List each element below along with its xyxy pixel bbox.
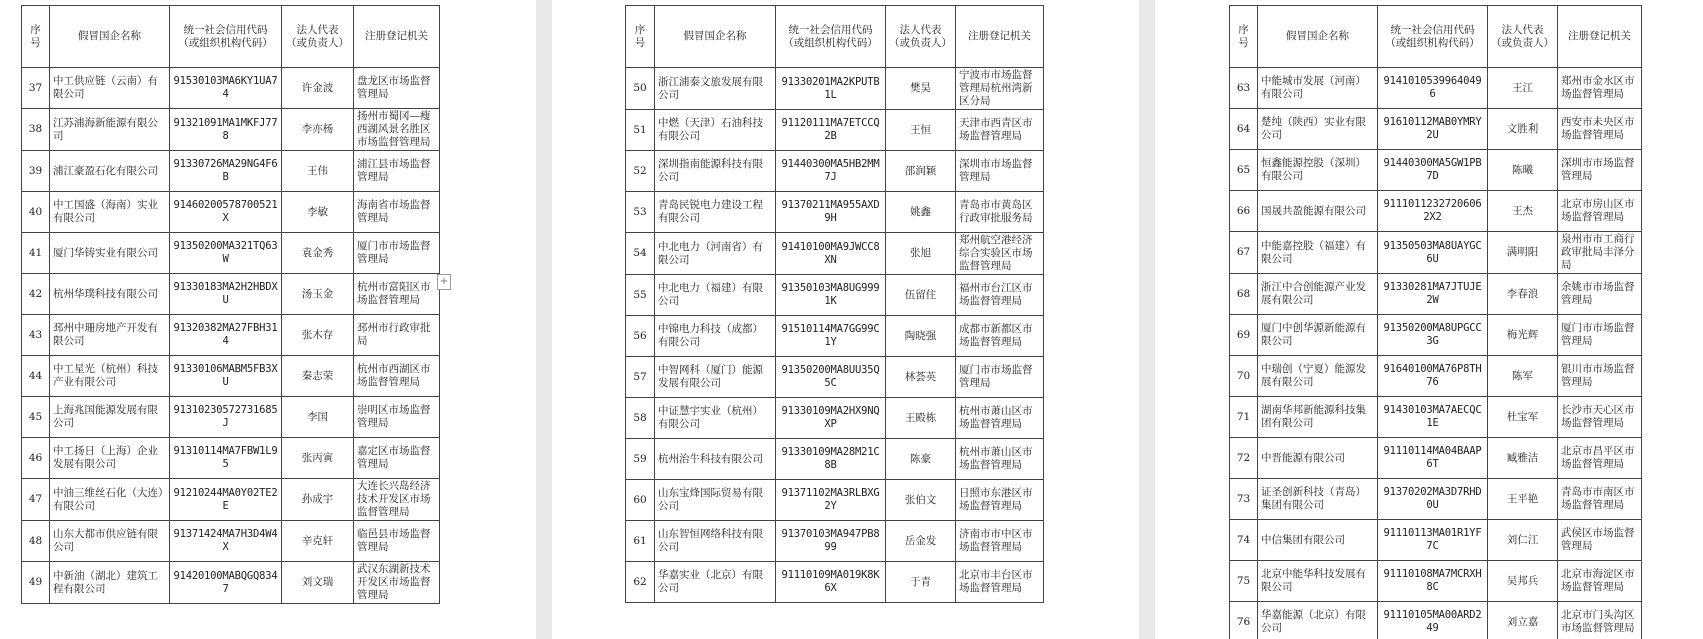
cell-credit-code: 91310114MA7FBW1L95	[170, 438, 282, 479]
cell-credit-code: 91110109MA019K8K6X	[776, 562, 886, 603]
cell-company: 华嘉实业（北京）有限公司	[655, 562, 776, 603]
table-row	[22, 397, 440, 438]
cell-company: 杭州治牛科技有限公司	[655, 439, 776, 480]
header-row	[22, 6, 440, 68]
cell-company: 山东智恒网络科技有限公司	[655, 521, 776, 562]
cell-no: 41	[22, 233, 50, 274]
cell-credit-code: 91330106MABM5FB3XU	[170, 356, 282, 397]
cell-no: 69	[1230, 315, 1258, 356]
header-rep-line: 法人代表	[899, 23, 942, 36]
cell-company: 杭州华璞科技有限公司	[50, 274, 170, 315]
cell-authority: 北京市丰台区市场监督管理局	[956, 562, 1044, 603]
document-page-2	[552, 0, 1139, 639]
cell-company: 中工扬日（上海）企业发展有限公司	[50, 438, 170, 479]
cell-no: 58	[626, 398, 655, 439]
cell-credit-code: 91330109MA28M21C8B	[776, 439, 886, 480]
cell-legal-rep: 陈军	[1488, 356, 1558, 397]
cell-no: 46	[22, 438, 50, 479]
cell-company: 北京中能华科技发展有限公司	[1258, 561, 1378, 602]
table-row	[22, 438, 440, 479]
cell-authority: 邳州市行政审批局	[354, 315, 440, 356]
header-company: 假冒国企名称	[1258, 6, 1378, 68]
cell-legal-rep: 满明阳	[1488, 232, 1558, 274]
cell-authority: 海南省市场监督管理局	[354, 192, 440, 233]
cell-credit-code: 91410100MA9JWCC8XN	[776, 233, 886, 275]
cell-credit-code: 91440300MA5GW1PB7D	[1378, 150, 1488, 191]
cell-credit-code: 91110105MA00ARD249	[1378, 602, 1488, 639]
cell-company: 厦门中创华源新能源有限公司	[1258, 315, 1378, 356]
header-no-line: 序	[634, 23, 646, 36]
cell-legal-rep: 秦志荣	[282, 356, 354, 397]
cell-credit-code: 91370211MA955AXD9H	[776, 192, 886, 233]
table-body	[1230, 68, 1642, 639]
cell-credit-code: 91330109MA2HX9NQXP	[776, 398, 886, 439]
cell-authority: 泉州市市工商行政审批局丰泽分局	[1558, 232, 1642, 274]
document-page-1	[0, 0, 536, 639]
cell-credit-code: 91350503MA8UAYGC6U	[1378, 232, 1488, 274]
cell-company: 中锦电力科技（成都）有限公司	[655, 316, 776, 357]
table-row	[626, 357, 1044, 398]
cell-no: 73	[1230, 479, 1258, 520]
cell-company: 中信集团有限公司	[1258, 520, 1378, 561]
cell-credit-code: 91110114MA04BAAP6T	[1378, 438, 1488, 479]
table-row	[1230, 438, 1642, 479]
cell-authority: 长沙市天心区市场监督管理局	[1558, 397, 1642, 438]
header-code-line: （或组织机构代码）	[783, 36, 878, 49]
cell-company: 中油三维丝石化（大连）有限公司	[50, 479, 170, 521]
cell-credit-code: 91530103MA6KY1UA74	[170, 68, 282, 109]
table-row	[22, 521, 440, 562]
header-no	[1230, 6, 1258, 68]
cell-no: 57	[626, 357, 655, 398]
header-no	[626, 6, 655, 68]
cell-company: 深圳指南能源科技有限公司	[655, 151, 776, 192]
cell-authority: 郑州市金水区市场监督管理局	[1558, 68, 1642, 109]
cell-credit-code: 91330183MA2H2HBDXU	[170, 274, 282, 315]
cell-authority: 厦门市市场监督管理局	[1558, 315, 1642, 356]
table-header	[626, 6, 1044, 68]
table-row	[626, 439, 1044, 480]
header-code-line: （或组织机构代码）	[178, 36, 273, 49]
cell-credit-code: 91370202MA3D7RHD0U	[1378, 479, 1488, 520]
cell-no: 52	[626, 151, 655, 192]
cell-authority: 郑州航空港经济综合实验区市场监督管理局	[956, 233, 1044, 275]
cell-authority: 宁波市市场监督管理局杭州湾新区分局	[956, 68, 1044, 110]
cell-company: 中智网科（厦门）能源发展有限公司	[655, 357, 776, 398]
cell-no: 76	[1230, 602, 1258, 639]
cell-credit-code: 91110112327206062X2	[1378, 191, 1488, 232]
cell-credit-code: 91510114MA7GG99C1Y	[776, 316, 886, 357]
cell-legal-rep: 刘立嘉	[1488, 602, 1558, 639]
cell-legal-rep: 樊昊	[886, 68, 956, 110]
cell-legal-rep: 辛克轩	[282, 521, 354, 562]
cell-credit-code: 91210244MA0Y02TE2E	[170, 479, 282, 521]
table-row	[1230, 232, 1642, 274]
cell-company: 中晋能源有限公司	[1258, 438, 1378, 479]
cell-authority: 临邑县市场监督管理局	[354, 521, 440, 562]
cell-company: 厦门华铸实业有限公司	[50, 233, 170, 274]
table-body	[22, 68, 440, 604]
cell-credit-code: 91350200MA8UU35Q5C	[776, 357, 886, 398]
cell-legal-rep: 梅光辉	[1488, 315, 1558, 356]
table-body	[626, 68, 1044, 603]
cell-no: 50	[626, 68, 655, 110]
cell-company: 中工星光（杭州）科技产业有限公司	[50, 356, 170, 397]
cell-company: 邳州中珊房地产开发有限公司	[50, 315, 170, 356]
cell-authority: 扬州市蜀冈—瘦西湖风景名胜区市场监督管理局	[354, 109, 440, 151]
cell-legal-rep: 张木存	[282, 315, 354, 356]
cell-legal-rep: 陈豪	[886, 439, 956, 480]
header-code-line: 统一社会信用代码	[788, 23, 873, 36]
header-company: 假冒国企名称	[655, 6, 776, 68]
table-row	[22, 315, 440, 356]
cell-legal-rep: 杜宝军	[1488, 397, 1558, 438]
cell-legal-rep: 刘仁江	[1488, 520, 1558, 561]
cell-company: 中北电力（河南省）有限公司	[655, 233, 776, 275]
cell-legal-rep: 袁金秀	[282, 233, 354, 274]
table-row	[626, 480, 1044, 521]
cell-credit-code: 91330281MA7JTUJE2W	[1378, 274, 1488, 315]
table-row	[22, 68, 440, 109]
cell-authority: 嘉定区市场监督管理局	[354, 438, 440, 479]
cell-credit-code: 91370103MA947PB899	[776, 521, 886, 562]
cell-credit-code: 91371102MA3RLBXG2Y	[776, 480, 886, 521]
cell-authority: 厦门市市场监督管理局	[956, 357, 1044, 398]
cell-company: 中燃（天津）石油科技有限公司	[655, 110, 776, 151]
cell-company: 证圣创新科技（青岛）集团有限公司	[1258, 479, 1378, 520]
header-rep	[1488, 6, 1558, 68]
cell-no: 51	[626, 110, 655, 151]
header-rep-line: （或负责人）	[889, 36, 952, 49]
cell-company: 中工供应链（云南）有限公司	[50, 68, 170, 109]
cell-no: 38	[22, 109, 50, 151]
cell-no: 54	[626, 233, 655, 275]
table-row	[22, 274, 440, 315]
cell-company: 山东大都市供应链有限公司	[50, 521, 170, 562]
header-rep	[282, 6, 354, 68]
cell-no: 55	[626, 275, 655, 316]
table-row	[1230, 315, 1642, 356]
cell-no: 60	[626, 480, 655, 521]
cell-authority: 杭州市西湖区市场监督管理局	[354, 356, 440, 397]
table-row	[626, 192, 1044, 233]
cell-no: 62	[626, 562, 655, 603]
header-code-line: 统一社会信用代码	[183, 23, 268, 36]
cell-authority: 西安市未央区市场监督管理局	[1558, 109, 1642, 150]
header-no-line: 号	[30, 36, 41, 49]
cell-credit-code: 91440300MA5HB2MM7J	[776, 151, 886, 192]
cell-no: 39	[22, 151, 50, 192]
table-row	[1230, 397, 1642, 438]
header-no-line: 号	[634, 36, 646, 49]
cell-company: 浙江中合创能源产业发展有限公司	[1258, 274, 1378, 315]
cell-company: 中证慧宇实业（杭州）有限公司	[655, 398, 776, 439]
cell-authority: 浦江县市场监督管理局	[354, 151, 440, 192]
header-authority: 注册登记机关	[1558, 6, 1642, 68]
table-row	[1230, 274, 1642, 315]
cell-legal-rep: 王恒	[886, 110, 956, 151]
cell-credit-code: 91321091MA1MKFJ778	[170, 109, 282, 151]
table-row	[22, 151, 440, 192]
cell-company: 中能嘉控股（福建）有限公司	[1258, 232, 1378, 274]
cell-legal-rep: 刘文瑞	[282, 562, 354, 604]
header-no	[22, 6, 50, 68]
cell-credit-code: 91110113MA01R1YF7C	[1378, 520, 1488, 561]
header-rep-line: （或负责人）	[286, 36, 349, 49]
cell-company: 楚纯（陕西）实业有限公司	[1258, 109, 1378, 150]
cell-company: 湖南华邦新能源科技集团有限公司	[1258, 397, 1378, 438]
cell-legal-rep: 林荟英	[886, 357, 956, 398]
cell-authority: 大连长兴岛经济技术开发区市场监督管理局	[354, 479, 440, 521]
cell-authority: 北京市房山区市场监督管理局	[1558, 191, 1642, 232]
cell-company: 华嘉能源（北京）有限公司	[1258, 602, 1378, 639]
cell-company: 中能城市发展（河南）有限公司	[1258, 68, 1378, 109]
cell-legal-rep: 王伟	[282, 151, 354, 192]
cell-company: 浦江豪盈石化有限公司	[50, 151, 170, 192]
cell-credit-code: 91310230572731685J	[170, 397, 282, 438]
table-row	[626, 521, 1044, 562]
table-row	[1230, 602, 1642, 639]
cell-authority: 成都市新都区市场监督管理局	[956, 316, 1044, 357]
cell-authority: 武侯区市场监督管理局	[1558, 520, 1642, 561]
table-row	[1230, 356, 1642, 397]
cell-no: 48	[22, 521, 50, 562]
cell-no: 59	[626, 439, 655, 480]
cell-legal-rep: 张旭	[886, 233, 956, 275]
cell-authority: 深圳市市场监督管理局	[956, 151, 1044, 192]
table-add-column-handle[interactable]	[437, 274, 451, 290]
table-row	[22, 356, 440, 397]
cell-company: 山东宝烽国际贸易有限公司	[655, 480, 776, 521]
cell-authority: 日照市东港区市场监督管理局	[956, 480, 1044, 521]
header-code-line: 统一社会信用代码	[1390, 23, 1475, 36]
cell-authority: 北京市昌平区市场监督管理局	[1558, 438, 1642, 479]
cell-authority: 盘龙区市场监督管理局	[354, 68, 440, 109]
cell-credit-code: 91430103MA7AECQC1E	[1378, 397, 1488, 438]
cell-legal-rep: 文胜利	[1488, 109, 1558, 150]
companies-table	[625, 5, 1044, 603]
cell-authority: 青岛市市黄岛区行政审批服务局	[956, 192, 1044, 233]
cell-credit-code: 91460200578700521X	[170, 192, 282, 233]
header-code	[1378, 6, 1488, 68]
cell-no: 70	[1230, 356, 1258, 397]
table-row	[1230, 150, 1642, 191]
cell-credit-code: 91350200MA321TQ63W	[170, 233, 282, 274]
companies-table	[21, 5, 440, 604]
cell-no: 45	[22, 397, 50, 438]
table-row	[22, 479, 440, 521]
cell-legal-rep: 李国	[282, 397, 354, 438]
table-row	[626, 562, 1044, 603]
cell-no: 40	[22, 192, 50, 233]
table-row	[1230, 479, 1642, 520]
cell-legal-rep: 李春浪	[1488, 274, 1558, 315]
header-code-line: （或组织机构代码）	[1385, 36, 1480, 49]
cell-legal-rep: 于青	[886, 562, 956, 603]
cell-authority: 福州市台江区市场监督管理局	[956, 275, 1044, 316]
header-row	[1230, 6, 1642, 68]
cell-legal-rep: 王杰	[1488, 191, 1558, 232]
cell-legal-rep: 岳金发	[886, 521, 956, 562]
table-row	[1230, 520, 1642, 561]
cell-authority: 杭州市富阳区市场监督管理局	[354, 274, 440, 315]
header-rep-line: （或负责人）	[1491, 36, 1554, 49]
cell-company: 恒鑫能源控股（深圳）有限公司	[1258, 150, 1378, 191]
cell-credit-code: 91350103MA8UG9991K	[776, 275, 886, 316]
table-row	[626, 398, 1044, 439]
cell-no: 71	[1230, 397, 1258, 438]
cell-no: 37	[22, 68, 50, 109]
cell-company: 江苏浦海新能源有限公司	[50, 109, 170, 151]
cell-authority: 青岛市市南区市场监督管理局	[1558, 479, 1642, 520]
cell-legal-rep: 王殿栋	[886, 398, 956, 439]
cell-legal-rep: 吴邦兵	[1488, 561, 1558, 602]
cell-credit-code: 91330201MA2KPUTB1L	[776, 68, 886, 110]
header-rep	[886, 6, 956, 68]
table-row	[22, 562, 440, 604]
table-row	[1230, 191, 1642, 232]
cell-company: 中新油（湖北）建筑工程有限公司	[50, 562, 170, 604]
table-row	[626, 68, 1044, 110]
cell-authority: 杭州市萧山区市场监督管理局	[956, 398, 1044, 439]
header-authority: 注册登记机关	[354, 6, 440, 68]
cell-credit-code: 91350200MA8UPGCC3G	[1378, 315, 1488, 356]
header-authority: 注册登记机关	[956, 6, 1044, 68]
cell-legal-rep: 张伯文	[886, 480, 956, 521]
cell-authority: 北京市海淀区市场监督管理局	[1558, 561, 1642, 602]
cell-company: 上海兆国能源发展有限公司	[50, 397, 170, 438]
cell-no: 42	[22, 274, 50, 315]
cell-credit-code: 91110108MA7MCRXH8C	[1378, 561, 1488, 602]
cell-no: 67	[1230, 232, 1258, 274]
cell-legal-rep: 陈曦	[1488, 150, 1558, 191]
cell-no: 65	[1230, 150, 1258, 191]
cell-company: 中瑞创（宁夏）能源发展有限公司	[1258, 356, 1378, 397]
cell-no: 63	[1230, 68, 1258, 109]
header-no-line: 号	[1238, 36, 1249, 49]
table-header	[1230, 6, 1642, 68]
table-row	[22, 233, 440, 274]
cell-credit-code: 91320382MA27FBH314	[170, 315, 282, 356]
table-row	[626, 110, 1044, 151]
cell-credit-code: 91120111MA7ETCCQ2B	[776, 110, 886, 151]
cell-legal-rep: 许金波	[282, 68, 354, 109]
header-code	[170, 6, 282, 68]
companies-table	[1229, 5, 1642, 639]
cell-no: 47	[22, 479, 50, 521]
cell-company: 浙江浦泰文旅发展有限公司	[655, 68, 776, 110]
cell-legal-rep: 李亦杨	[282, 109, 354, 151]
cell-legal-rep: 陶晓强	[886, 316, 956, 357]
header-rep-line: 法人代表	[296, 23, 339, 36]
cell-legal-rep: 姚鑫	[886, 192, 956, 233]
cell-legal-rep: 李敏	[282, 192, 354, 233]
header-row	[626, 6, 1044, 68]
cell-authority: 银川市市场监督管理局	[1558, 356, 1642, 397]
cell-legal-rep: 王江	[1488, 68, 1558, 109]
header-no-line: 序	[30, 23, 41, 36]
cell-authority: 厦门市市场监督管理局	[354, 233, 440, 274]
table-row	[626, 151, 1044, 192]
cell-no: 68	[1230, 274, 1258, 315]
header-company: 假冒国企名称	[50, 6, 170, 68]
table-row	[626, 275, 1044, 316]
cell-authority: 北京市门头沟区市场监督管理局	[1558, 602, 1642, 639]
cell-authority: 杭州市萧山区市场监督管理局	[956, 439, 1044, 480]
header-no-line: 序	[1238, 23, 1249, 36]
cell-no: 56	[626, 316, 655, 357]
cell-credit-code: 91330726MA29NG4F6B	[170, 151, 282, 192]
table-row	[22, 109, 440, 151]
cell-legal-rep: 邵润颖	[886, 151, 956, 192]
cell-no: 72	[1230, 438, 1258, 479]
table-row	[626, 233, 1044, 275]
cell-no: 75	[1230, 561, 1258, 602]
cell-no: 43	[22, 315, 50, 356]
table-row	[1230, 68, 1642, 109]
cell-credit-code: 91640100MA76P8TH76	[1378, 356, 1488, 397]
cell-legal-rep: 王平艳	[1488, 479, 1558, 520]
cell-legal-rep: 张丙寅	[282, 438, 354, 479]
cell-no: 44	[22, 356, 50, 397]
header-rep-line: 法人代表	[1501, 23, 1544, 36]
cell-credit-code: 91610112MAB0YMRY2U	[1378, 109, 1488, 150]
cell-company: 中工国盛（海南）实业有限公司	[50, 192, 170, 233]
table-row	[22, 192, 440, 233]
plus-icon: +	[439, 276, 449, 287]
cell-no: 53	[626, 192, 655, 233]
header-code	[776, 6, 886, 68]
cell-no: 61	[626, 521, 655, 562]
table-header	[22, 6, 440, 68]
cell-credit-code: 91420100MABQGQ8347	[170, 562, 282, 604]
cell-legal-rep: 孙成宇	[282, 479, 354, 521]
cell-legal-rep: 臧雅洁	[1488, 438, 1558, 479]
table-row	[626, 316, 1044, 357]
cell-authority: 武汉东湖新技术开发区市场监督管理局	[354, 562, 440, 604]
cell-legal-rep: 伍留住	[886, 275, 956, 316]
cell-authority: 天津市西青区市场监督管理局	[956, 110, 1044, 151]
table-row	[1230, 109, 1642, 150]
cell-company: 中北电力（福建）有限公司	[655, 275, 776, 316]
cell-company: 青岛民锐电力建设工程有限公司	[655, 192, 776, 233]
cell-credit-code: 91410105399640496	[1378, 68, 1488, 109]
cell-authority: 余姚市市场监督管理局	[1558, 274, 1642, 315]
cell-no: 74	[1230, 520, 1258, 561]
cell-no: 66	[1230, 191, 1258, 232]
document-page-3	[1155, 0, 1703, 639]
cell-authority: 济南市市中区市场监督管理局	[956, 521, 1044, 562]
cell-authority: 崇明区市场监督管理局	[354, 397, 440, 438]
cell-authority: 深圳市市场监督管理局	[1558, 150, 1642, 191]
cell-no: 64	[1230, 109, 1258, 150]
table-row	[1230, 561, 1642, 602]
cell-company: 国晟共盈能源有限公司	[1258, 191, 1378, 232]
cell-legal-rep: 汤玉金	[282, 274, 354, 315]
cell-credit-code: 91371424MA7H3D4W4X	[170, 521, 282, 562]
cell-no: 49	[22, 562, 50, 604]
